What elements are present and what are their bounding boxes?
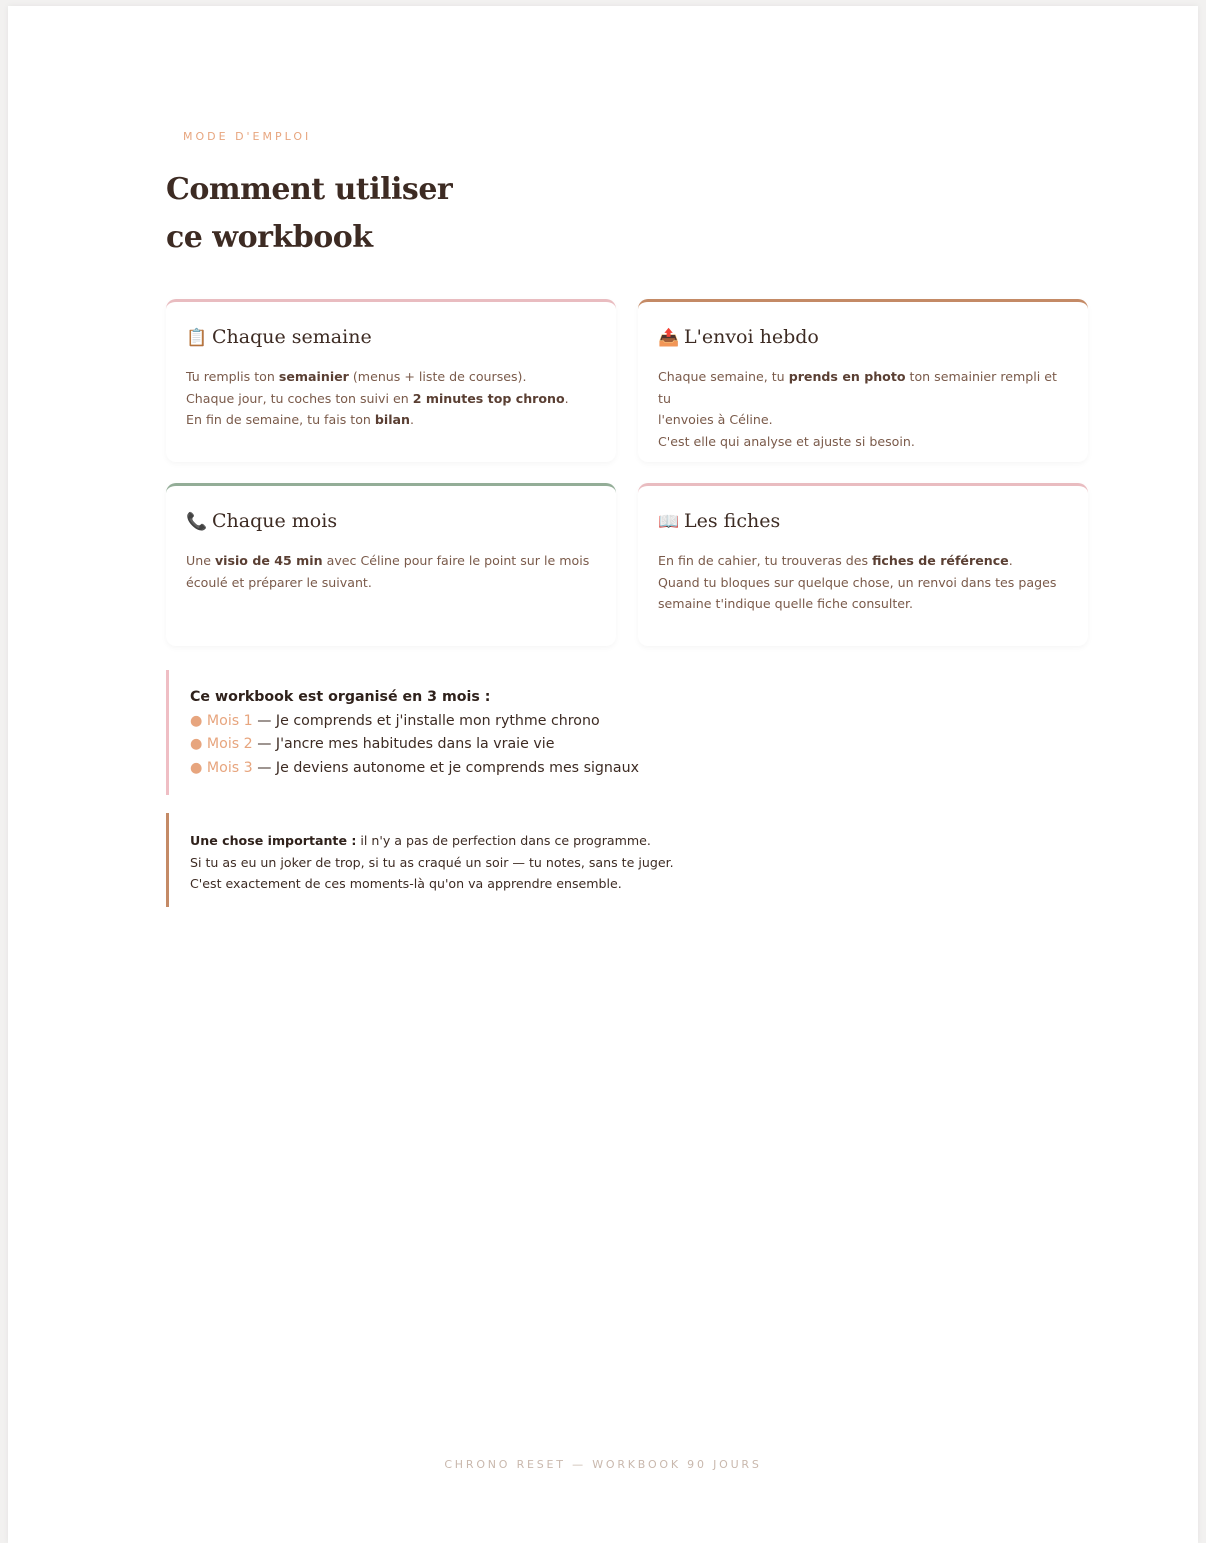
phone-icon: 📞 <box>186 512 208 532</box>
card-body <box>658 550 1064 615</box>
page-title <box>166 166 452 262</box>
card-chaque-mois <box>166 483 616 646</box>
card-title <box>658 510 780 532</box>
card-body <box>658 366 1064 452</box>
card-title-text: L'envoi hebdo <box>684 326 819 348</box>
page <box>8 6 1198 1543</box>
card-title <box>186 326 372 348</box>
card-line: Une visio de 45 min avec Céline pour faire le point sur le mois <box>186 553 590 568</box>
month-text: — Je comprends et j'installe mon rythme chrono <box>252 712 600 729</box>
page-title-line-2: ce workbook <box>166 220 373 255</box>
eyebrow-label: MODE D'EMPLOI <box>183 130 312 143</box>
card-title-text: Chaque mois <box>212 510 338 532</box>
month-text: — Je deviens autonome et je comprends mes signaux <box>252 759 639 776</box>
important-line-2: Si tu as eu un joker de trop, si tu as craqué un soir — tu notes, sans te juger. <box>190 854 674 870</box>
card-line: Chaque semaine, tu prends en photo ton semainier rempli et tu <box>658 369 1057 406</box>
card-title <box>186 510 337 532</box>
card-line: Chaque jour, tu coches ton suivi en 2 minutes top chrono. <box>186 390 569 406</box>
card-line: Tu remplis ton semainier (menus + liste de courses). <box>186 369 527 384</box>
card-chaque-semaine <box>166 299 616 462</box>
card-line: En fin de cahier, tu trouveras des fiches de référence. <box>658 553 1013 568</box>
important-line-1: Une chose importante : il n'y a pas de perfection dans ce programme. <box>190 833 651 848</box>
card-line: l'envoies à Céline. <box>658 412 773 427</box>
card-line: En fin de semaine, tu fais ton bilan. <box>186 412 415 427</box>
bullet-icon: ● <box>190 736 203 753</box>
month-text: — J'ancre mes habitudes dans la vraie vie <box>252 736 555 753</box>
card-body <box>186 366 592 431</box>
card-body <box>186 550 592 593</box>
clipboard-icon: 📋 <box>186 328 208 348</box>
card-title-text: Chaque semaine <box>212 326 372 348</box>
month-label: Mois 3 <box>206 759 253 776</box>
month-label: Mois 2 <box>206 736 253 753</box>
important-callout <box>166 813 729 907</box>
card-line: semaine t'indique quelle fiche consulter. <box>658 596 914 611</box>
months-heading: Ce workbook est organisé en 3 mois : <box>190 689 491 705</box>
card-les-fiches <box>638 483 1088 646</box>
card-title <box>658 326 819 348</box>
month-item <box>190 710 639 734</box>
bullet-icon: ● <box>190 712 203 729</box>
card-line: Quand tu bloques sur quelque chose, un renvoi dans tes pages <box>658 574 1057 590</box>
bullet-icon: ● <box>190 759 203 776</box>
card-line: écoulé et préparer le suivant. <box>186 574 372 590</box>
month-item <box>190 757 639 781</box>
month-label: Mois 1 <box>206 712 253 729</box>
important-line-3: C'est exactement de ces moments-là qu'on va apprendre ensemble. <box>190 876 622 891</box>
month-item <box>190 733 639 757</box>
page-footer: CHRONO RESET — WORKBOOK 90 JOURS <box>444 1458 762 1471</box>
card-title-text: Les fiches <box>684 510 781 532</box>
page-title-line-1: Comment utiliser <box>166 172 453 207</box>
card-envoi-hebdo <box>638 299 1088 462</box>
open-book-icon: 📖 <box>658 512 680 532</box>
card-line: C'est elle qui analyse et ajuste si besoin. <box>658 433 915 449</box>
outbox-tray-icon: 📤 <box>658 328 680 348</box>
months-callout <box>166 670 729 795</box>
